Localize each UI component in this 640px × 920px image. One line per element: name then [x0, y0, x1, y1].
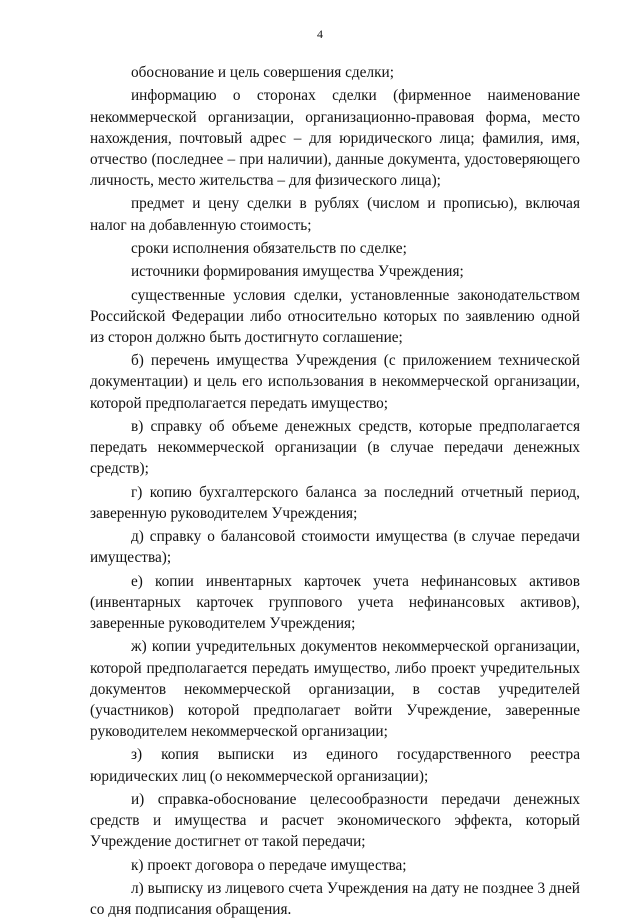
list-item-b: б) перечень имущества Учреждения (с приложением технической документации) и цель его использования в некоммерческой организации, которой предполагается передать имущество; [90, 352, 580, 412]
list-item-k: к) проект договора о передаче имущества; [131, 856, 407, 874]
list-item-g: г) копию бухгалтерского баланса за последний отчетный период, заверенную руководителем Учреждения; [90, 483, 580, 522]
list-item-e: е) копии инвентарных карточек учета нефинансовых активов (инвентарных карточек группового учета нефинансовых активов), заверенные руководителем Учреждения; [90, 572, 580, 633]
page-number: 4 [317, 27, 323, 41]
paragraph-4: сроки исполнения обязательств по сделке; [131, 239, 407, 257]
list-item-zh: ж) копии учредительных документов некоммерческой организации, которой предполагается передать имущество, либо проект учредительных документов некоммерческой организации, в состав учредителей (участников) которой предполагает войти Учреждение, заверенные руководителем некоммерческой организации; [90, 638, 580, 741]
paragraph-5: источники формирования имущества Учреждения; [131, 263, 464, 281]
paragraph-2: информацию о сторонах сделки (фирменное наименование некоммерческой организации, организационно-правовая форма, место нахождения, почтовый адрес – для юридического лица; фамилия, имя, отчество (последнее – при наличии), данные документа, удостоверяющего личность, место жительства – для физического лица); [90, 87, 580, 190]
paragraph-3: предмет и цену сделки в рублях (числом и прописью), включая налог на добавленную стоимость; [90, 195, 580, 234]
list-item-d: д) справку о балансовой стоимости имущества (в случае передачи имущества); [90, 528, 580, 567]
list-item-z: з) копия выписки из единого государственного реестра юридических лиц (о некоммерческой организации); [90, 746, 580, 785]
list-item-i: и) справка-обоснование целесообразности передачи денежных средств и имущества и расчет экономического эффекта, который Учреждение достигнет от такой передачи; [90, 790, 580, 851]
list-item-l: л) выписку из лицевого счета Учреждения на дату не позднее 3 дней со дня подписания обращения. [90, 879, 580, 919]
paragraph-6: существенные условия сделки, установленные законодательством Российской Федерации либо относительно которых по заявлению одной из сторон должно быть достигнуто соглашение; [90, 286, 580, 346]
paragraph-1: обоснование и цель совершения сделки; [131, 64, 394, 81]
list-item-v: в) справку об объеме денежных средств, которые предполагается передать некоммерческой организации (в случае передачи денежных средств); [90, 417, 580, 478]
document-body [90, 62, 580, 920]
